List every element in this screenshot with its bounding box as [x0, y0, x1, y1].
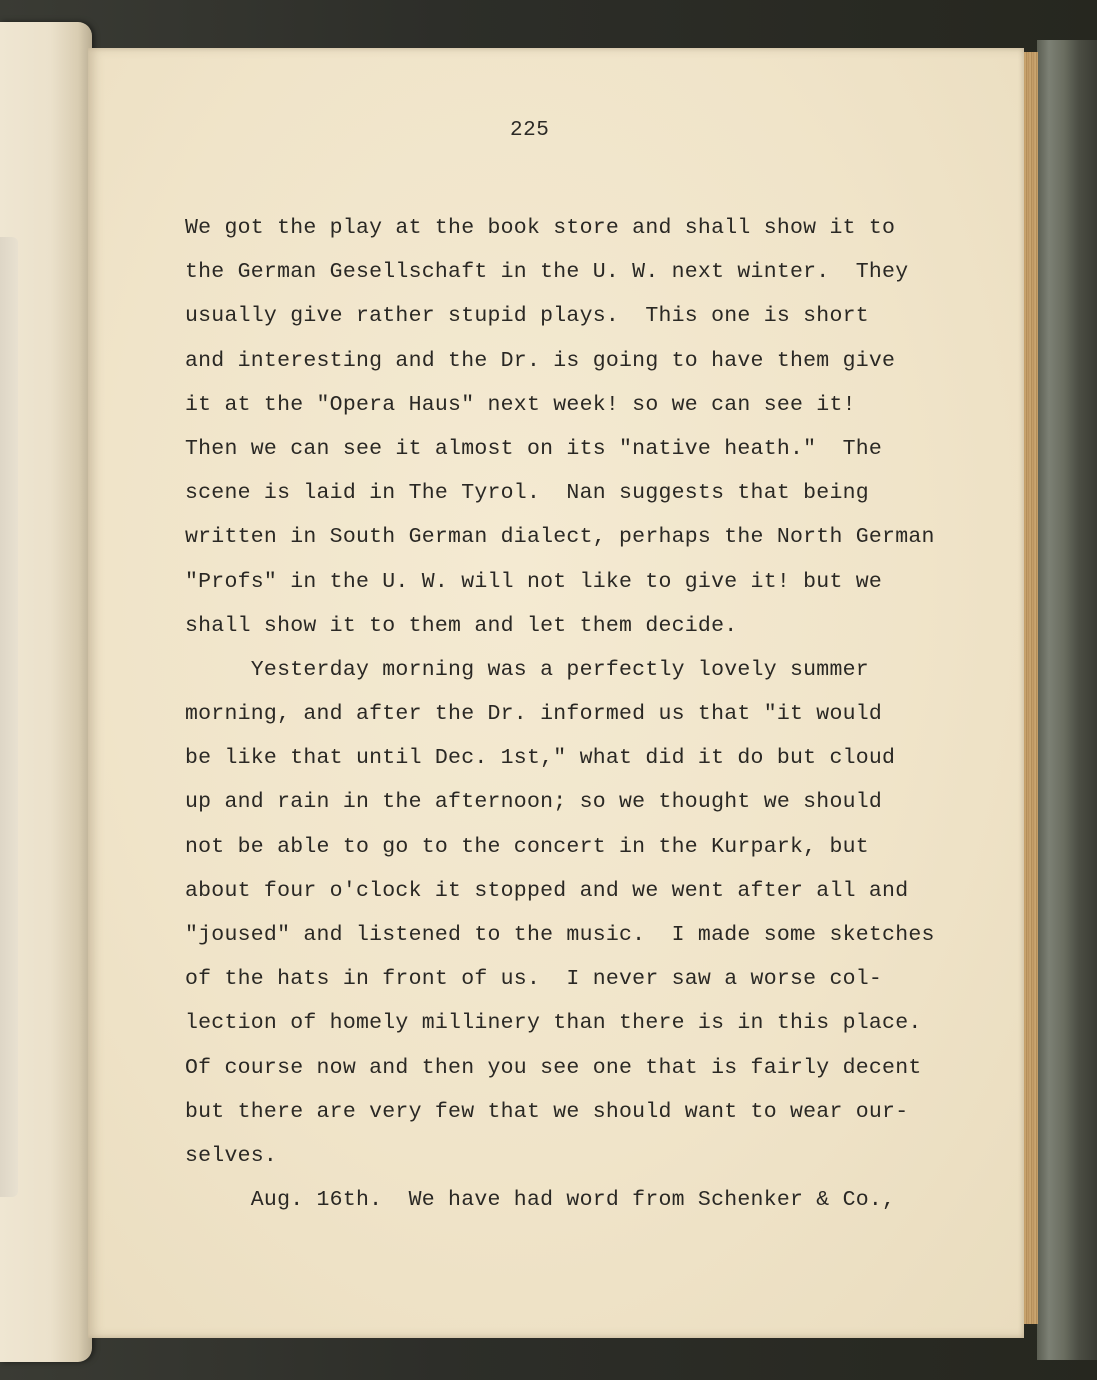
document-page — [88, 48, 1024, 1338]
text-line: Yesterday morning was a perfectly lovely summer — [185, 657, 869, 682]
typed-text-body — [185, 206, 1015, 1222]
text-line: it at the "Opera Haus" next week! so we can see it! — [185, 392, 856, 417]
text-line: Of course now and then you see one that is fairly decent — [185, 1055, 922, 1080]
text-line: Aug. 16th. We have had word from Schenker & Co., — [185, 1188, 896, 1213]
text-line: "Profs" in the U. W. will not like to give it! but we — [185, 569, 883, 594]
page-number: 225 — [510, 119, 550, 142]
text-line: morning, and after the Dr. informed us that "it would — [185, 702, 883, 727]
text-line: not be able to go to the concert in the Kurpark, but — [185, 834, 869, 859]
text-line: "joused" and listened to the music. I made some sketches — [185, 923, 935, 947]
text-line: the German Gesellschaft in the U. W. next winter. They — [185, 260, 909, 285]
text-line: Then we can see it almost on its "native heath." The — [185, 436, 883, 461]
text-line: about four o'clock it stopped and we went after all and — [185, 878, 909, 903]
text-line: selves. — [185, 1143, 278, 1168]
text-line: be like that until Dec. 1st," what did it do but cloud — [185, 746, 896, 771]
previous-page-edge — [0, 22, 92, 1362]
text-line: usually give rather stupid plays. This one is short — [185, 304, 869, 329]
text-line: of the hats in front of us. I never saw a worse col- — [185, 967, 883, 992]
page-tab — [0, 237, 18, 1197]
text-line: lection of homely millinery than there is in this place. — [185, 1011, 922, 1036]
text-line: and interesting and the Dr. is going to have them give — [185, 348, 896, 373]
text-line: scene is laid in The Tyrol. Nan suggests that being — [185, 481, 869, 506]
text-line: We got the play at the book store and shall show it to — [185, 216, 896, 240]
text-line: up and rain in the afternoon; so we thought we should — [185, 790, 883, 815]
book-cover-edge — [1037, 40, 1097, 1360]
text-line: written in South German dialect, perhaps the North German — [185, 525, 935, 550]
text-line: but there are very few that we should want to wear our- — [185, 1099, 909, 1124]
text-line: shall show it to them and let them decide. — [185, 613, 738, 638]
